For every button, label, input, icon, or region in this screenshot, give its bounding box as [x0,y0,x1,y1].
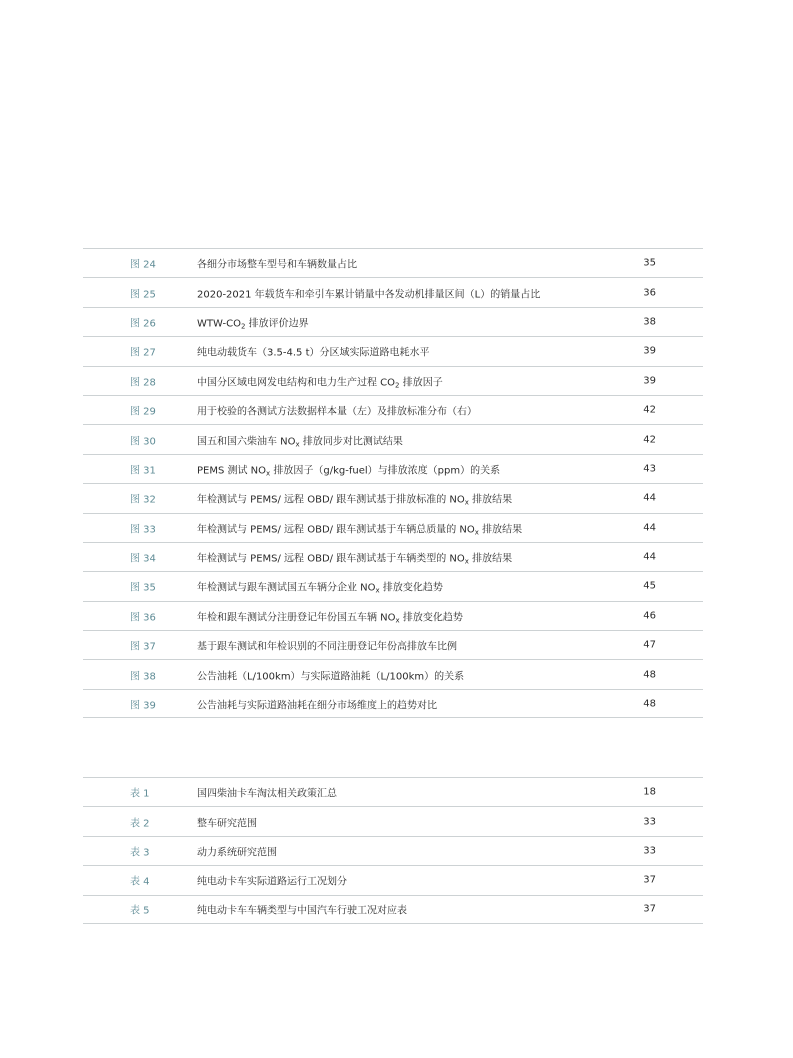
title-part: 排放结果 [478,524,523,536]
toc-label: 图 36 [130,612,156,624]
toc-page-number: 45 [643,580,656,592]
table-entry[interactable] [83,865,703,894]
figure-entry[interactable] [83,307,703,336]
toc-title: 用于校验的各测试方法数据样本量（左）及排放标准分布（右） [197,406,477,418]
title-part: 年检测试与 PEMS/ 远程 OBD/ 跟车测试基于排放标准的 NO [197,494,465,506]
table-entry[interactable] [83,836,703,865]
subscript: x [474,528,479,537]
toc-page-number: 47 [643,639,656,651]
toc-label: 图 33 [130,524,156,536]
toc-page-number: 39 [643,345,656,357]
toc-page-number: 18 [643,786,656,798]
figure-entry[interactable] [83,248,703,277]
toc-label: 表 5 [130,905,150,917]
figure-entry[interactable] [83,483,703,512]
toc-page-number: 43 [643,463,656,475]
title-part: 排放评价边界 [245,318,309,330]
title-part: 年检和跟车测试分注册登记年份国五车辆 NO [197,612,396,624]
subscript: x [295,440,300,449]
toc-label: 图 28 [130,377,156,389]
toc-title: 动力系统研究范围 [197,847,277,859]
toc-page-number: 33 [643,816,656,828]
figure-entry[interactable] [83,601,703,630]
subscript: 2 [240,322,246,331]
toc-page-number: 36 [643,287,656,299]
toc-label: 图 25 [130,289,156,301]
toc-page-number: 37 [643,874,656,886]
toc-label: 图 38 [130,671,156,683]
toc-page-number: 44 [643,492,656,504]
toc-label: 表 3 [130,847,150,859]
toc-label: 图 32 [130,494,156,506]
toc-label: 表 4 [130,876,150,888]
title-part: 国五和国六柴油车 NO [197,436,296,448]
title-part: 中国分区域电网发电结构和电力生产过程 CO [197,377,396,389]
toc-label: 图 34 [130,553,156,565]
toc-title [197,373,443,388]
toc-label: 图 30 [130,436,156,448]
toc-title: 公告油耗与实际道路油耗在细分市场维度上的趋势对比 [197,700,437,712]
subscript: x [464,498,469,507]
table-entry[interactable] [83,806,703,835]
toc-label: 图 29 [130,406,156,418]
figure-entry[interactable] [83,513,703,542]
figure-entry[interactable] [83,366,703,395]
toc-page-number: 35 [643,257,656,269]
toc-title: 2020-2021 年载货车和牵引车累计销量中各发动机排量区间（L）的销量占比 [197,289,541,301]
toc-page-number: 44 [643,551,656,563]
figure-entry[interactable] [83,689,703,718]
toc-title: 公告油耗（L/100km）与实际道路油耗（L/100km）的关系 [197,671,465,683]
toc-label: 图 27 [130,347,156,359]
figure-entry[interactable] [83,454,703,483]
toc-page-number: 37 [643,903,656,915]
toc-title: 纯电动卡车车辆类型与中国汽车行驶工况对应表 [197,905,407,917]
toc-page-number: 38 [643,316,656,328]
toc-label: 图 31 [130,465,156,477]
toc-page-number: 44 [643,522,656,534]
title-part: 排放结果 [468,494,513,506]
toc-title [197,550,512,565]
title-part: 排放变化趋势 [399,612,463,624]
figure-entry[interactable] [83,630,703,659]
toc-page-number: 33 [643,845,656,857]
subscript: x [266,469,271,478]
toc-title [197,461,500,476]
toc-title [197,608,463,623]
toc-label: 表 1 [130,788,150,800]
title-part: PEMS 测试 NO [197,465,267,477]
figure-entry[interactable] [83,395,703,424]
toc-title [197,520,522,535]
toc-page-number: 42 [643,404,656,416]
toc-page-number: 39 [643,375,656,387]
toc-title: 各细分市场整车型号和车辆数量占比 [197,259,357,271]
figure-entry[interactable] [83,424,703,453]
toc-page-number: 42 [643,434,656,446]
title-part: 年检测试与 PEMS/ 远程 OBD/ 跟车测试基于车辆总质量的 NO [197,524,475,536]
toc-page-number: 46 [643,610,656,622]
toc-label: 图 26 [130,318,156,330]
toc-page-number: 48 [643,698,656,710]
title-part: 年检测试与 PEMS/ 远程 OBD/ 跟车测试基于车辆类型的 NO [197,553,465,565]
toc-title [197,432,403,447]
toc-title: 纯电动卡车实际道路运行工况划分 [197,876,347,888]
figure-entry[interactable] [83,542,703,571]
toc-label: 图 35 [130,582,156,594]
subscript: 2 [395,381,400,390]
toc-title: 国四柴油卡车淘汰相关政策汇总 [197,788,337,800]
toc-label: 图 37 [130,641,156,653]
figures-list [83,248,703,718]
toc-title: 整车研究范围 [197,818,257,830]
subscript: x [375,586,380,595]
figure-entry[interactable] [83,659,703,688]
toc-title: 基于跟车测试和年检识别的不同注册登记年份高排放车比例 [197,641,457,653]
title-part: 排放变化趋势 [379,582,443,594]
title-part: 排放结果 [468,553,513,565]
toc-page-number: 48 [643,669,656,681]
figure-entry[interactable] [83,571,703,600]
toc-label: 图 24 [130,259,156,271]
toc-title [197,579,443,594]
title-part: 排放因子 [399,377,443,389]
figure-entry[interactable] [83,277,703,306]
toc-title [197,314,309,329]
title-part: 排放因子（g/kg-fuel）与排放浓度（ppm）的关系 [270,465,501,477]
tables-list [83,777,703,924]
figure-entry[interactable] [83,336,703,365]
toc-label: 图 39 [130,700,156,712]
table-entry[interactable] [83,777,703,806]
subscript: x [395,616,400,625]
table-entry[interactable] [83,895,703,924]
title-part: 排放同步对比测试结果 [299,436,403,448]
toc-title: 纯电动载货车（3.5-4.5 t）分区域实际道路电耗水平 [197,347,430,359]
toc-label: 表 2 [130,818,150,830]
toc-title [197,491,512,506]
title-part: WTW-CO [197,318,241,330]
title-part: 年检测试与跟车测试国五车辆分企业 NO [197,582,376,594]
subscript: x [464,557,469,566]
